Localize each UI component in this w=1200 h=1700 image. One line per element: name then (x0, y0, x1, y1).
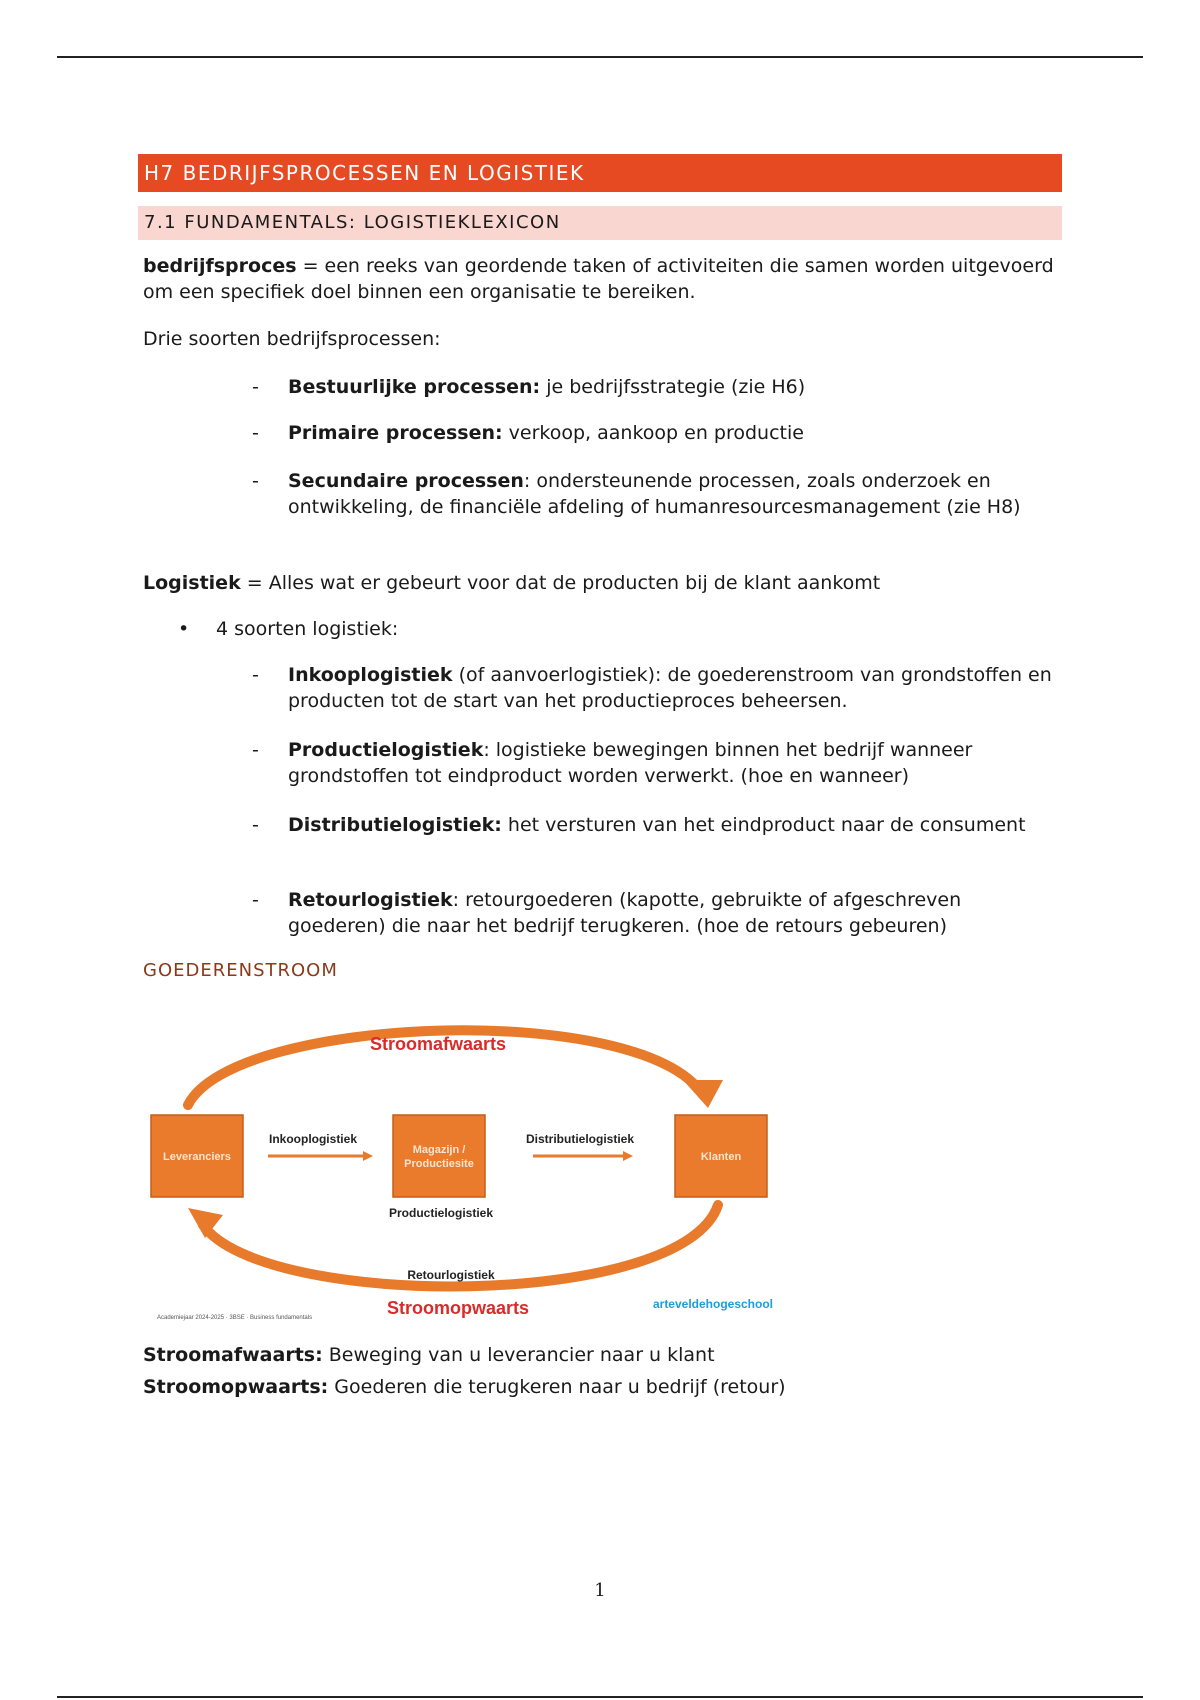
definition-text: = een reeks van geordende taken of activiteiten die samen worden uitgevoerd om een specifiek doel binnen een organisatie te bereiken. (143, 255, 1054, 303)
term: Retourlogistiek (288, 889, 453, 911)
term: Inkooplogistiek (288, 664, 453, 686)
definition-text: Beweging van u leverancier naar u klant (322, 1344, 715, 1366)
chapter-heading: H7 BEDRIJFSPROCESSEN EN LOGISTIEK (138, 154, 1062, 192)
item-text: het versturen van het eindproduct naar de consument (501, 814, 1026, 836)
term: Stroomopwaarts: (143, 1376, 329, 1398)
list-item (288, 737, 1063, 789)
diagram-footer: Academiejaar 2024-2025 · 3BSE · Business fundamentals (157, 1315, 313, 1321)
list-item (288, 420, 1063, 446)
list-item (288, 887, 1063, 939)
page-number: 1 (594, 1580, 606, 1601)
drie-soorten-text: Drie soorten bedrijfsprocessen: (143, 328, 441, 350)
dash-marker: - (252, 739, 259, 761)
item-text: verkoop, aankoop en productie (502, 422, 804, 444)
productielogistiek-label: Productielogistiek (388, 1206, 494, 1220)
list-item (288, 374, 1063, 400)
bottom-rule (57, 1696, 1143, 1698)
definition-text: = Alles wat er gebeurt voor dat de producten bij de klant aankomt (240, 572, 881, 594)
magazijn-label-line1: Magazijn / (412, 1144, 466, 1156)
dash-marker: - (252, 422, 259, 444)
definition-logistiek (143, 570, 880, 596)
list-item (288, 662, 1063, 714)
item-text: : retourgoederen (kapotte, gebruikte of afgeschreven goederen) die naar het bedrijf terugkeren. (hoe de retours gebeuren) (288, 889, 962, 937)
dash-marker: - (252, 814, 259, 836)
term: bedrijfsproces (143, 255, 297, 277)
klanten-label: Klanten (700, 1151, 742, 1163)
stroomafwaarts-label: Stroomafwaarts (369, 1034, 507, 1054)
item-text: : ondersteunende processen, zoals onderzoek en ontwikkeling, de financiële afdeling of humanresourcesmanagement (zie H8) (288, 470, 1021, 518)
distributielogistiek-label: Distributielogistiek (525, 1132, 635, 1146)
artevelde-logo: arteveldehogeschool (652, 1297, 774, 1311)
top-arrowhead-icon (683, 1080, 723, 1108)
dash-marker: - (252, 376, 259, 398)
list-item (288, 468, 1063, 520)
leveranciers-label: Leveranciers (163, 1151, 231, 1163)
magazijn-box (393, 1115, 485, 1197)
definition-bedrijfsproces (143, 253, 1058, 305)
term: Stroomafwaarts: (143, 1344, 323, 1366)
term: Productielogistiek (288, 739, 484, 761)
inkooplogistiek-label: Inkooplogistiek (268, 1132, 358, 1146)
item-text: (of aanvoerlogistiek): de goederenstroom van grondstoffen en producten tot de start van het productieproces beheersen. (288, 664, 1052, 712)
retourlogistiek-label: Retourlogistiek (407, 1268, 495, 1282)
goederenstroom-heading: GOEDERENSTROOM (143, 960, 338, 981)
bullet-text: 4 soorten logistiek: (216, 618, 399, 640)
section-heading: 7.1 FUNDAMENTALS: LOGISTIEKLEXICON (138, 206, 1062, 240)
stroomafwaarts-definition (143, 1342, 715, 1368)
stroomopwaarts-label: Stroomopwaarts (386, 1298, 530, 1318)
top-rule (57, 56, 1143, 58)
stroomopwaarts-definition (143, 1374, 786, 1400)
inkoop-arrowhead-icon (363, 1151, 373, 1161)
bullet-marker: • (178, 618, 190, 640)
dash-marker: - (252, 664, 259, 686)
list-item (288, 812, 1063, 838)
term: Bestuurlijke processen: (288, 376, 541, 398)
goederenstroom-diagram (143, 1010, 783, 1330)
term: Secundaire processen (288, 470, 524, 492)
term: Distributielogistiek: (288, 814, 502, 836)
magazijn-label-line2: Productiesite (404, 1158, 474, 1170)
definition-text: Goederen die terugkeren naar u bedrijf (retour) (328, 1376, 786, 1398)
distributie-arrowhead-icon (623, 1151, 633, 1161)
item-text: je bedrijfsstrategie (zie H6) (540, 376, 806, 398)
term: Logistiek (143, 572, 241, 594)
dash-marker: - (252, 889, 259, 911)
term: Primaire processen: (288, 422, 503, 444)
item-text: : logistieke bewegingen binnen het bedrijf wanneer grondstoffen tot eindproduct worden verwerkt. (hoe en wanneer) (288, 739, 973, 787)
dash-marker: - (252, 470, 259, 492)
